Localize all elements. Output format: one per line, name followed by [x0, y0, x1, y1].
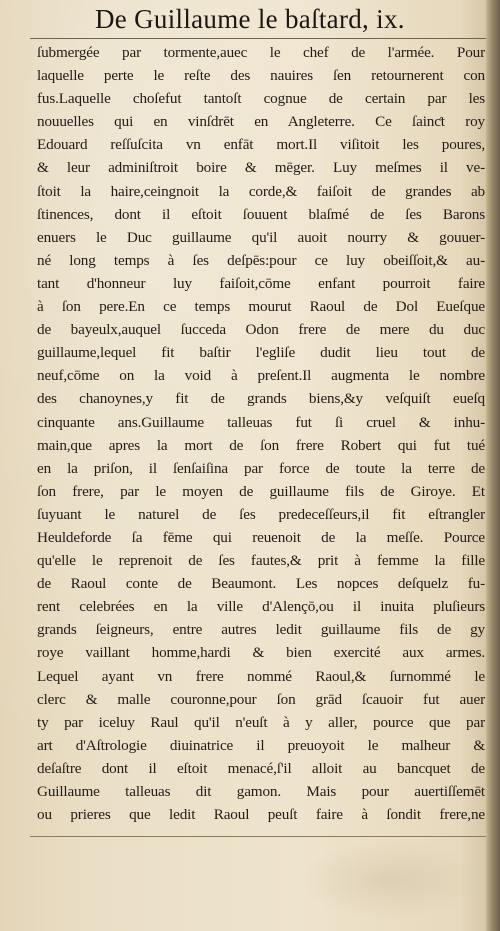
text-line: ſon frere, par le moyen de guillaume fils de Giroye. Et	[37, 482, 485, 500]
text-line: de bayeulx,auquel ſucceda Odon frere de mere du duc	[37, 321, 485, 339]
paper-stain	[300, 840, 480, 920]
bottom-rule	[30, 836, 490, 837]
text-line: tant d'honneur luy faiſoit,cōme enfant pourroit faire	[37, 274, 485, 292]
text-line: neuf,cōme on la void à preſent.Il augmenta le nombre	[37, 367, 485, 385]
text-line: ſtoit la haire,ceingnoit la corde,& faiſoit de grandes ab	[37, 182, 485, 200]
header-rule	[30, 38, 490, 39]
text-line: guillaume,lequel fit baſtir l'egliſe dudit lieu tout de	[37, 344, 485, 362]
text-line: nouuelles qui en vinſdrēt en Angleterre. Ce ſainƈt roy	[37, 113, 485, 131]
text-line: né long temps à ſes deſpēs:pour ce luy obeiſſoit,& au-	[37, 251, 485, 269]
text-line: laquelle perte le reſte des nauires ſen retournerent con	[37, 67, 485, 85]
text-line: Guillaume talleuas dit gamon. Mais pour auertiſſemēt	[37, 783, 485, 800]
text-line: ſtinences, dont il eſtoit ſouuent blaſmé de ſes Barons	[37, 205, 485, 223]
text-line: & leur adminiſtroit boire & mēger. Luy meſmes il ve-	[37, 159, 485, 177]
book-gutter	[486, 0, 500, 931]
text-line: Edouard reſſuſcita vn enfāt mort.Il viſitoit les poures,	[37, 136, 485, 154]
text-line: ty par iceluy Raul qu'il n'euſt à y aller, pource que par	[37, 713, 485, 731]
text-line: des chanoynes,y fit de grands biens,&y veſquiſt eueſq	[37, 390, 485, 408]
text-line: roye vaillant homme,hardi & bien exercité aux armes.	[37, 644, 485, 662]
text-line: deſaſtre dont il eſtoit menacé,ſ'il alloit au bancquet de	[37, 759, 485, 777]
text-line: cinquante ans.Guillaume talleuas fut ſi cruel & inhu-	[37, 413, 485, 431]
text-line: Lequel ayant vn frere nommé Raoul,& ſurnommé le	[37, 667, 485, 685]
text-line: qu'elle le reprenoit de ſes fautes,& prit à femme la fille	[37, 552, 485, 570]
text-line: ou prieres que ledit Raoul peuſt faire à ſondit frere,ne	[37, 806, 485, 824]
text-line: ſubmergée par tormente,auec le chef de l'armée. Pour	[37, 44, 485, 61]
text-line: de Raoul conte de Beaumont. Les nopces deſquelz fu-	[37, 575, 485, 593]
text-line: art d'Aſtrologie diuinatrice il preuoyoit le malheur &	[37, 736, 485, 754]
running-header: De Guillaume le baſtard, ix.	[95, 4, 405, 34]
text-line: main,que apres la mort de ſon frere Robert qui fut tué	[37, 436, 485, 454]
text-line: grands ſeigneurs, entre autres ledit guillaume fils de gy	[37, 621, 485, 639]
text-line: enuers le Duc guillaume qu'il auoit nourry & gouuer-	[37, 228, 485, 246]
body-text	[37, 41, 485, 826]
text-line: rent celebrées en la ville d'Alençō,ou il inuita pluſieurs	[37, 598, 485, 616]
text-line: ſuyuant le naturel de ſes predeceſſeurs,il fit eſtrangler	[37, 505, 485, 523]
text-line: Heuldeforde ſa fēme qui reuenoit de la meſſe. Pource	[37, 528, 485, 546]
text-line: en la priſon, il ſenſaiſina par force de toute la terre de	[37, 459, 485, 477]
text-line: à ſon pere.En ce temps mourut Raoul de Dol Eueſque	[37, 298, 485, 316]
text-line: fus.Laquelle choſefut tantoſt cognue de certain par les	[37, 90, 485, 108]
text-line: clerc & malle couronne,pour ſon grād ſcauoir fut auer	[37, 690, 485, 708]
